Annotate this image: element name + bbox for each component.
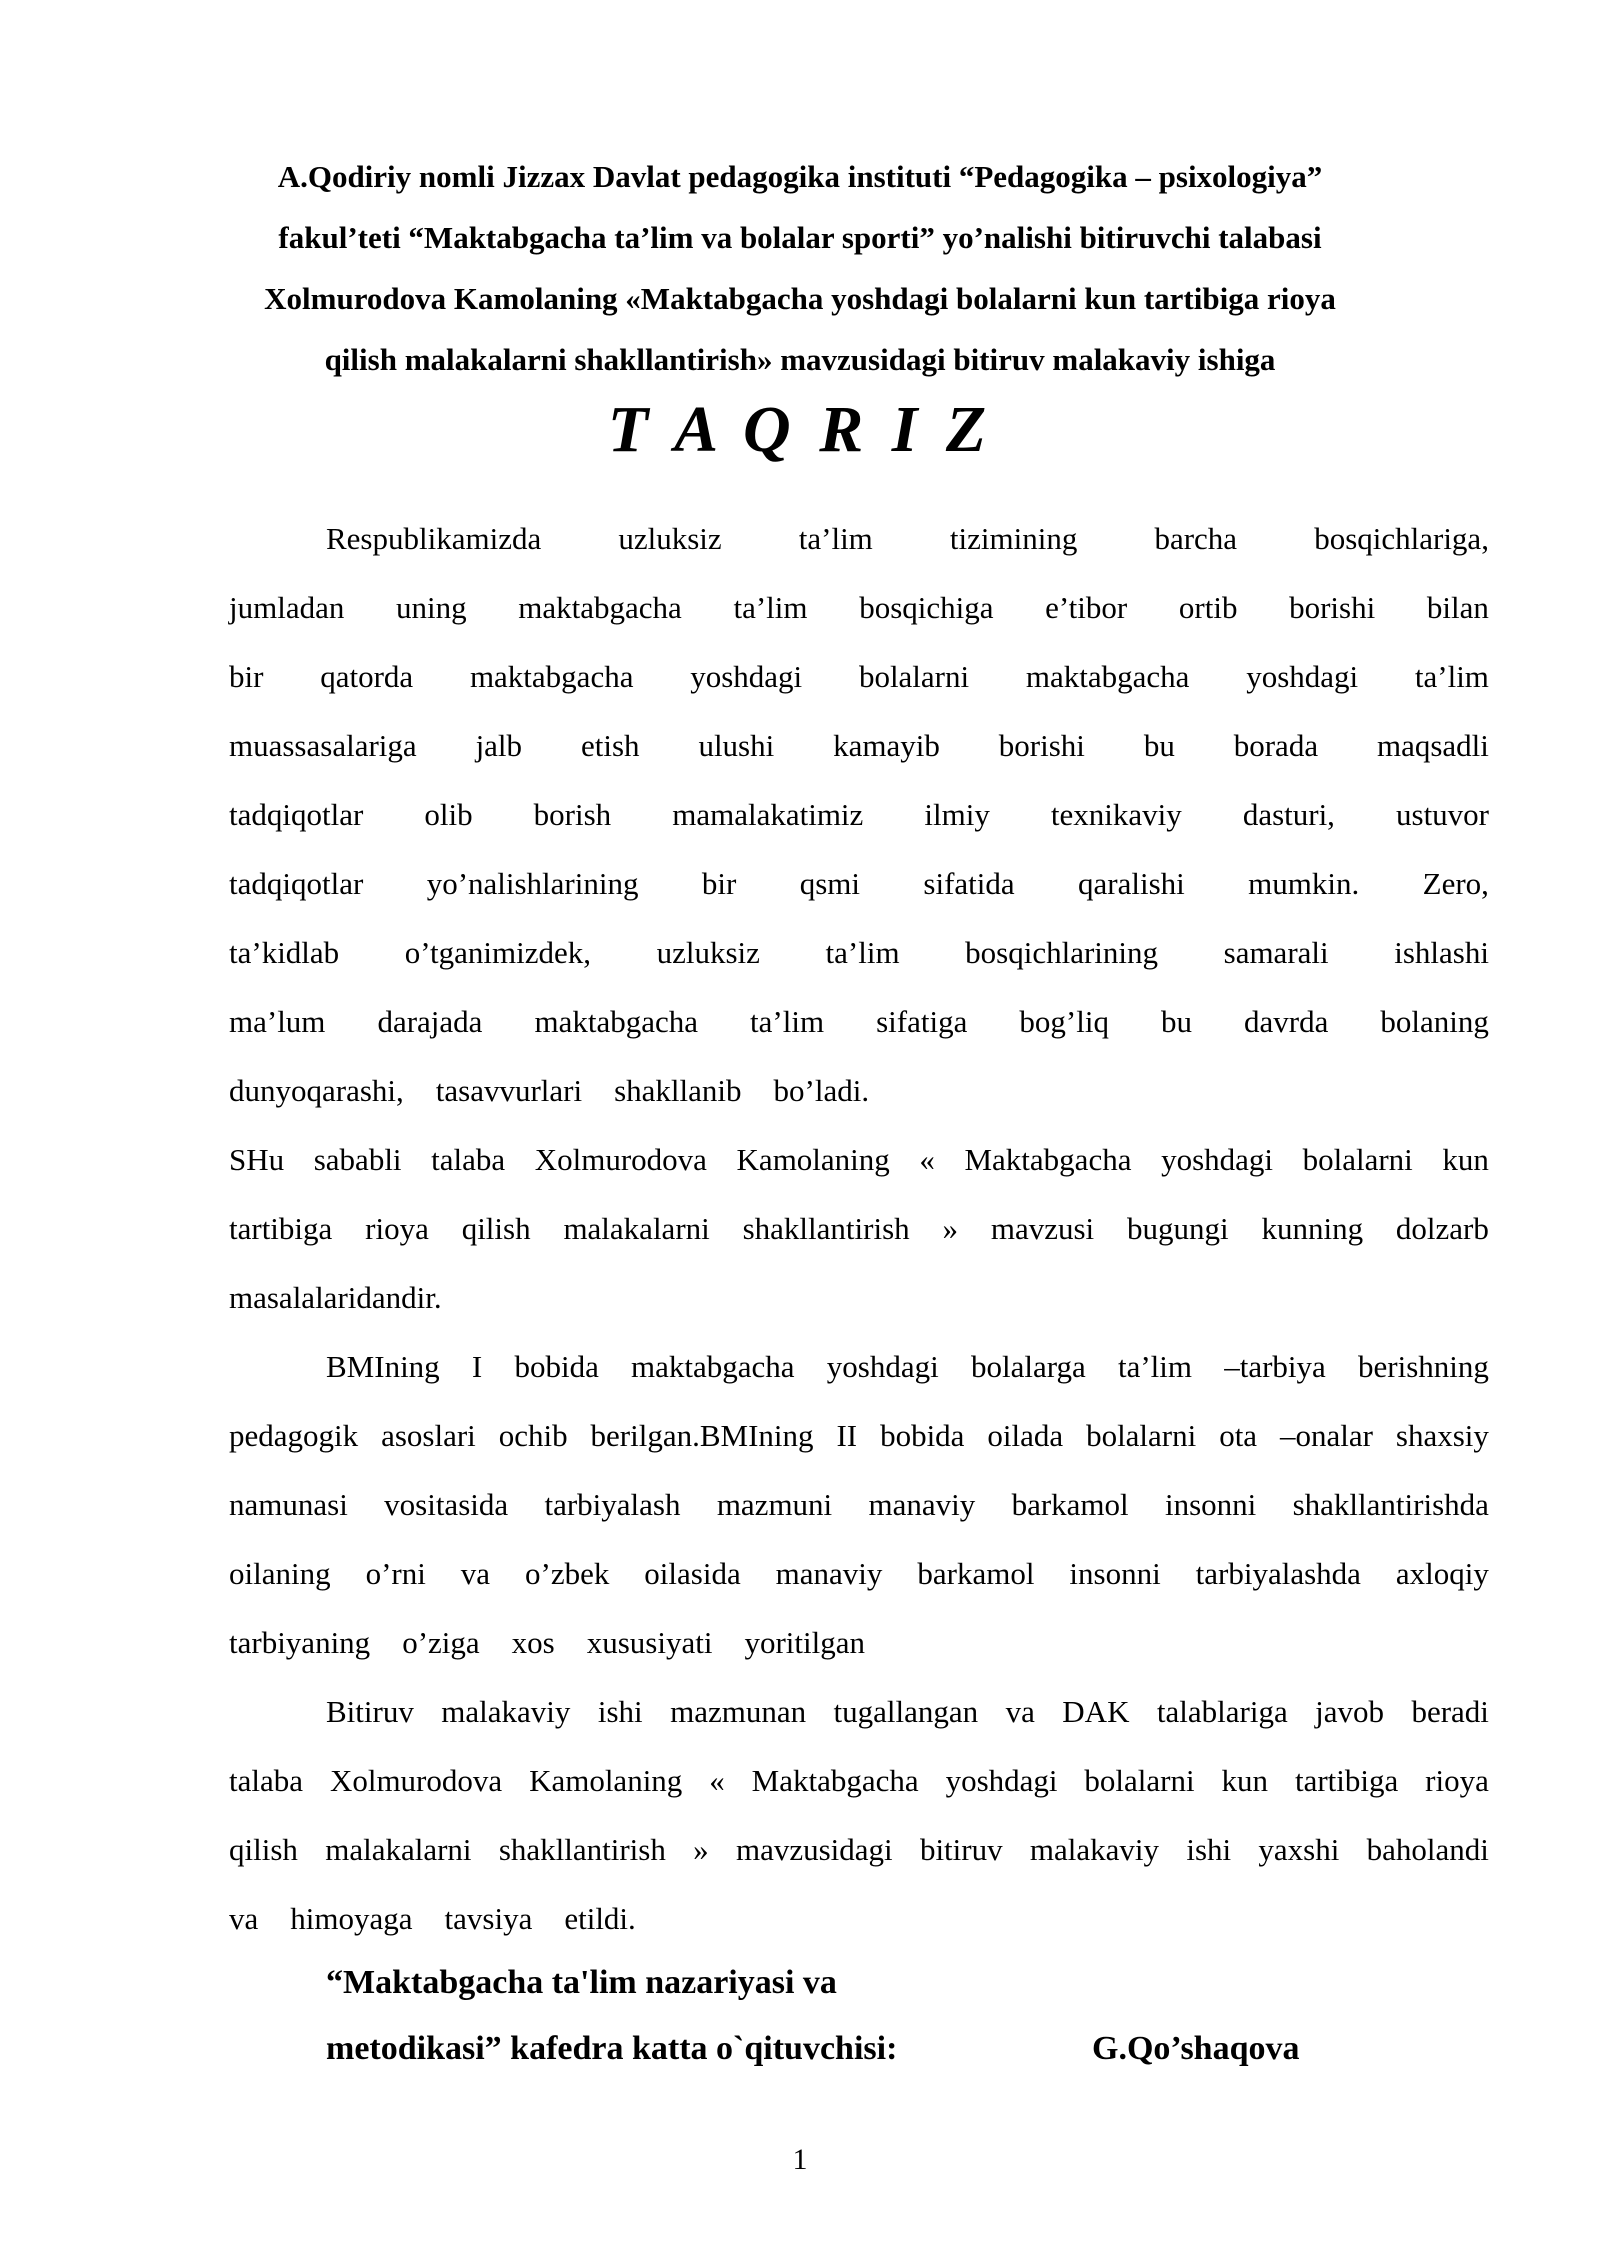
word: darajada — [377, 1004, 483, 1039]
word: dasturi, — [1242, 797, 1335, 832]
word: yaxshi — [1258, 1832, 1340, 1867]
word: bir — [229, 659, 264, 694]
word: shakllantirishda — [1292, 1487, 1489, 1522]
word: tartibiga — [229, 1211, 333, 1246]
body-text-line — [229, 1746, 1489, 1815]
word: –tarbiya — [1224, 1349, 1326, 1384]
word: ta’kidlab — [229, 935, 340, 970]
word: ortib — [1178, 590, 1238, 625]
word: » — [693, 1832, 709, 1867]
word: maktabgacha — [631, 1349, 795, 1384]
word: o’tganimizdek, — [404, 935, 592, 970]
document-title: T A Q R I Z — [607, 393, 993, 466]
word: Kamolaning — [736, 1142, 890, 1177]
word: I — [471, 1349, 483, 1384]
signature-block — [326, 1950, 897, 2082]
word: mavzusi — [990, 1211, 1095, 1246]
word: bolaning — [1380, 1004, 1489, 1039]
body-text-line — [229, 1125, 1489, 1194]
word: qaralishi — [1078, 866, 1185, 901]
word: yoshdagi — [826, 1349, 939, 1384]
word: kun — [1442, 1142, 1489, 1177]
word: bugungi — [1126, 1211, 1229, 1246]
word: Xolmurodova — [534, 1142, 707, 1177]
word: bolalarni — [858, 659, 970, 694]
word: bo’ladi. — [773, 1073, 870, 1108]
word: maktabgacha — [469, 659, 634, 694]
word: maktabgacha — [534, 1004, 698, 1039]
word: ta’lim — [1117, 1349, 1192, 1384]
word: « — [709, 1763, 725, 1798]
word: yoshdagi — [690, 659, 803, 694]
word: tarbiyalashda — [1195, 1556, 1361, 1591]
word: bosqichlarining — [965, 935, 1159, 970]
word: bosqichlariga, — [1314, 521, 1489, 556]
word: bu — [1143, 728, 1175, 763]
word: kamayib — [833, 728, 940, 763]
body-text-line — [229, 1677, 1489, 1746]
word: berishning — [1358, 1349, 1489, 1384]
body-text-line — [229, 780, 1489, 849]
word: pedagogik — [229, 1418, 359, 1453]
word: borishi — [1289, 590, 1376, 625]
word: samarali — [1223, 935, 1329, 970]
word: SHu — [229, 1142, 285, 1177]
word: va — [229, 1901, 259, 1936]
word: bitiruv — [919, 1832, 1003, 1867]
word: o’zbek — [525, 1556, 610, 1591]
body-text-line — [229, 1263, 1489, 1332]
word: xususiyati — [586, 1625, 713, 1660]
word: bolalarni — [1302, 1142, 1413, 1177]
body-text-line — [229, 849, 1489, 918]
word: axloqiy — [1395, 1556, 1489, 1591]
word: Maktabgacha — [751, 1763, 919, 1798]
word: talablariga — [1156, 1694, 1288, 1729]
body-text-line — [229, 1332, 1489, 1401]
word: etildi. — [564, 1901, 636, 1936]
word: mamalakatimiz — [672, 797, 864, 832]
word: malakaviy — [1029, 1832, 1160, 1867]
word: bobida — [880, 1418, 965, 1453]
word: va — [1005, 1694, 1035, 1729]
word: muassasalariga — [229, 728, 417, 763]
body-text-line — [229, 1056, 1489, 1125]
word: tarbiyalash — [544, 1487, 681, 1522]
word: yoritilgan — [744, 1625, 866, 1660]
word: bosqichiga — [859, 590, 994, 625]
word: BMIning — [326, 1349, 440, 1384]
word: ishi — [1186, 1832, 1232, 1867]
word: uning — [396, 590, 467, 625]
body-text-line — [229, 1608, 1489, 1677]
word: ta’lim — [750, 1004, 825, 1039]
body-text-line — [229, 711, 1489, 780]
word: barcha — [1154, 521, 1238, 556]
word: masalalaridandir. — [229, 1280, 442, 1315]
word: bilan — [1426, 590, 1489, 625]
word: tizimining — [949, 521, 1078, 556]
header-line: fakul’teti “Maktabgacha ta’lim va bolalar sporti” yo’nalishi bitiruvchi talabasi — [278, 220, 1322, 255]
word: bolalarni — [1086, 1418, 1197, 1453]
document-header — [180, 146, 1420, 390]
word: shakllanib — [614, 1073, 742, 1108]
word: xos — [511, 1625, 555, 1660]
word: manaviy — [868, 1487, 976, 1522]
word: talaba — [431, 1142, 506, 1177]
word: mazmunan — [670, 1694, 807, 1729]
header-line: Xolmurodova Kamolaning «Maktabgacha yoshdagi bolalarni kun tartibiga rioya — [264, 281, 1336, 316]
word: malakalarni — [325, 1832, 472, 1867]
word: yoshdagi — [1246, 659, 1359, 694]
word: bu — [1160, 1004, 1192, 1039]
word: maktabgacha — [518, 590, 682, 625]
word: ma’lum — [229, 1004, 326, 1039]
word: rioya — [1425, 1763, 1489, 1798]
word: javob — [1315, 1694, 1385, 1729]
word: yo’nalishlarining — [426, 866, 639, 901]
word: jumladan — [229, 590, 345, 625]
word: ustuvor — [1396, 797, 1489, 832]
body-text-line — [229, 642, 1489, 711]
word: Kamolaning — [529, 1763, 683, 1798]
body-text-line — [229, 1884, 1489, 1953]
body-text-line — [229, 918, 1489, 987]
word: etish — [580, 728, 640, 763]
word: dunyoqarashi, — [229, 1073, 404, 1108]
word: o’rni — [365, 1556, 426, 1591]
word: ta’lim — [1414, 659, 1489, 694]
word: dolzarb — [1395, 1211, 1489, 1246]
word: qilish — [461, 1211, 531, 1246]
word: asoslari — [381, 1418, 476, 1453]
word: mumkin. — [1248, 866, 1360, 901]
word: bobida — [514, 1349, 599, 1384]
word: Zero, — [1422, 866, 1489, 901]
word: bolalarni — [1084, 1763, 1195, 1798]
body-text-line — [229, 504, 1489, 573]
word: insonni — [1069, 1556, 1161, 1591]
word: borada — [1233, 728, 1319, 763]
word: kun — [1221, 1763, 1269, 1798]
word: sababli — [313, 1142, 402, 1177]
word: oilaning — [229, 1556, 331, 1591]
document-body — [229, 504, 1489, 1953]
word: tavsiya — [444, 1901, 533, 1936]
word: tasavvurlari — [435, 1073, 583, 1108]
word: baholandi — [1366, 1832, 1489, 1867]
word: kunning — [1261, 1211, 1364, 1246]
word: bolalarga — [970, 1349, 1086, 1384]
word: tadqiqotlar — [229, 866, 364, 901]
word: mazmuni — [716, 1487, 833, 1522]
word: uzluksiz — [656, 935, 760, 970]
word: borishi — [998, 728, 1085, 763]
body-text-line — [229, 1194, 1489, 1263]
word: yoshdagi — [945, 1763, 1058, 1798]
body-text-line — [229, 1470, 1489, 1539]
word: himoyaga — [290, 1901, 413, 1936]
word: yoshdagi — [1161, 1142, 1273, 1177]
word: qatorda — [320, 659, 414, 694]
word: mavzusidagi — [735, 1832, 893, 1867]
word: va — [460, 1556, 491, 1591]
word: namunasi — [229, 1487, 348, 1522]
word: –onalar — [1280, 1418, 1373, 1453]
word: ta’lim — [825, 935, 900, 970]
word: ota — [1219, 1418, 1258, 1453]
body-text-line — [229, 1539, 1489, 1608]
word: ochib — [498, 1418, 568, 1453]
word: beradi — [1411, 1694, 1489, 1729]
word: barkamol — [917, 1556, 1035, 1591]
word: Respublikamizda — [326, 521, 542, 556]
word: II — [836, 1418, 858, 1453]
word: maktabgacha — [1025, 659, 1190, 694]
signature-name: G.Qo’shaqova — [1092, 2030, 1300, 2067]
word: oilada — [987, 1418, 1064, 1453]
page-number: 1 — [792, 2143, 808, 2176]
body-text-line — [229, 1815, 1489, 1884]
word: bir — [701, 866, 737, 901]
word: ulushi — [698, 728, 775, 763]
word: » — [942, 1211, 958, 1246]
body-text-line — [229, 987, 1489, 1056]
word: berilgan.BMIning — [590, 1418, 814, 1453]
word: oilasida — [644, 1556, 741, 1591]
word: ishi — [597, 1694, 643, 1729]
word: Maktabgacha — [964, 1142, 1132, 1177]
word: tartibiga — [1294, 1763, 1399, 1798]
signature-position-line-1: “Maktabgacha ta'lim nazariyasi va — [326, 1964, 837, 2001]
word: borish — [533, 797, 612, 832]
word: insonni — [1164, 1487, 1257, 1522]
word: DAK — [1062, 1694, 1130, 1729]
body-text-line — [229, 573, 1489, 642]
word: bog’liq — [1019, 1004, 1109, 1039]
word: Xolmurodova — [329, 1763, 503, 1798]
word: Bitiruv — [326, 1694, 414, 1729]
word: olib — [424, 797, 473, 832]
word: maqsadli — [1376, 728, 1489, 763]
word: o’ziga — [402, 1625, 480, 1660]
word: vositasida — [384, 1487, 509, 1522]
word: qilish — [229, 1832, 298, 1867]
word: malakaviy — [441, 1694, 571, 1729]
header-line: A.Qodiriy nomli Jizzax Davlat pedagogika instituti “Pedagogika – psixologiya” — [277, 159, 1323, 194]
word: uzluksiz — [618, 521, 722, 556]
word: shakllantirish — [742, 1211, 910, 1246]
word: davrda — [1244, 1004, 1329, 1039]
word: shakllantirish — [498, 1832, 666, 1867]
word: manaviy — [775, 1556, 883, 1591]
word: tarbiyaning — [229, 1625, 371, 1660]
signature-position-line-2: metodikasi” kafedra katta o`qituvchisi: — [326, 2030, 898, 2067]
word: sifatiga — [876, 1004, 968, 1039]
word: malakalarni — [563, 1211, 710, 1246]
word: rioya — [365, 1211, 429, 1246]
header-line: qilish malakalarni shakllantirish» mavzusidagi bitiruv malakaviy ishiga — [324, 342, 1276, 377]
word: talaba — [229, 1763, 304, 1798]
word: e’tibor — [1045, 590, 1128, 625]
word: ta’lim — [798, 521, 873, 556]
word: texnikaviy — [1050, 797, 1182, 832]
word: « — [919, 1142, 935, 1177]
word: shaxsiy — [1395, 1418, 1489, 1453]
word: sifatida — [923, 866, 1015, 901]
body-text-line — [229, 1401, 1489, 1470]
word: jalb — [475, 728, 523, 763]
word: tadqiqotlar — [229, 797, 364, 832]
word: tugallangan — [833, 1694, 979, 1729]
word: ishlashi — [1394, 935, 1489, 970]
word: barkamol — [1011, 1487, 1129, 1522]
word: qsmi — [799, 866, 860, 901]
word: ta’lim — [733, 590, 808, 625]
word: ilmiy — [924, 797, 990, 832]
